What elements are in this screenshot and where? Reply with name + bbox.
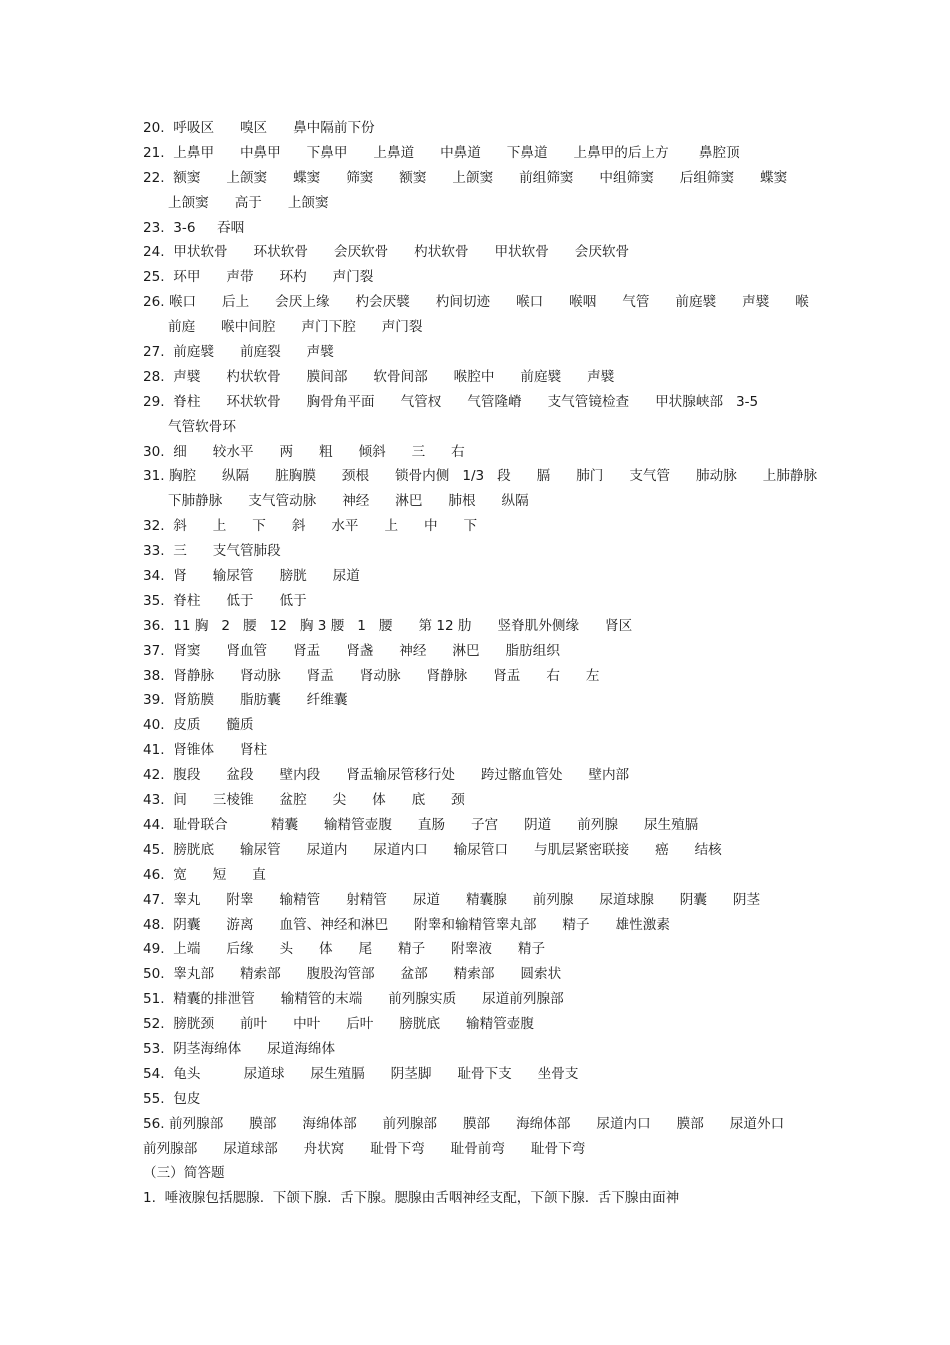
answer-text-body <box>143 116 823 1211</box>
text-line: 28. 声襞 杓状软骨 膜间部 软骨间部 喉腔中 前庭襞 声襞 <box>143 368 615 385</box>
text-line: 40. 皮质 髓质 <box>143 717 254 734</box>
text-line: 38. 肾静脉 肾动脉 肾盂 肾动脉 肾静脉 肾盂 右 左 <box>143 667 600 684</box>
text-line: 下肺静脉 支气管动脉 神经 淋巴 肺根 纵隔 <box>168 493 529 510</box>
text-line: 52. 膀胱颈 前叶 中叶 后叶 膀胱底 输精管壶腹 <box>143 1016 534 1033</box>
text-line: 前列腺部 尿道球部 舟状窝 耻骨下弯 耻骨前弯 耻骨下弯 <box>143 1140 586 1157</box>
text-line: 55. 包皮 <box>143 1090 201 1107</box>
text-line: 47. 睾丸 附睾 输精管 射精管 尿道 精囊腺 前列腺 尿道球腺 阴囊 阴茎 <box>143 891 761 908</box>
text-line: 39. 肾筋膜 脂肪囊 纤维囊 <box>143 692 348 709</box>
text-line: 35. 脊柱 低于 低于 <box>143 592 307 609</box>
text-line: 25. 环甲 声带 环杓 声门裂 <box>143 269 374 286</box>
text-line: 27. 前庭襞 前庭裂 声襞 <box>143 344 334 361</box>
text-line: 44. 耻骨联合 精囊 输精管壶腹 直肠 子宫 阴道 前列腺 尿生殖膈 <box>143 816 699 833</box>
text-line: 51. 精囊的排泄管 输精管的末端 前列腺实质 尿道前列腺部 <box>143 991 564 1008</box>
text-line: 45. 膀胱底 输尿管 尿道内 尿道内口 输尿管口 与肌层紧密联接 癌 结核 <box>143 841 722 858</box>
text-line: 前庭 喉中间腔 声门下腔 声门裂 <box>168 319 423 336</box>
text-line: 气管软骨环 <box>168 418 236 435</box>
text-line: 26. 喉口 后上 会厌上缘 杓会厌襞 杓间切迹 喉口 喉咽 气管 前庭襞 声襞 喉 <box>143 294 809 311</box>
text-line: 20. 呼吸区 嗅区 鼻中隔前下份 <box>143 120 375 136</box>
text-line: 50. 睾丸部 精索部 腹股沟管部 盆部 精索部 圆索状 <box>143 966 562 983</box>
text-line: 21. 上鼻甲 中鼻甲 下鼻甲 上鼻道 中鼻道 下鼻道 上鼻甲的后上方 鼻腔顶 <box>143 144 740 161</box>
text-line: 34. 肾 输尿管 膀胱 尿道 <box>143 568 360 585</box>
text-line: 37. 肾窦 肾血管 肾盂 肾盏 神经 淋巴 脂肪组织 <box>143 642 560 659</box>
text-line: 54. 龟头 尿道球 尿生殖膈 阴茎脚 耻骨下支 坐骨支 <box>143 1065 579 1082</box>
text-line: （三）简答题 <box>143 1165 225 1182</box>
text-line: 46. 宽 短 直 <box>143 866 266 883</box>
text-line: 33. 三 支气管肺段 <box>143 543 281 560</box>
text-line: 48. 阴囊 游离 血管、神经和淋巴 附睾和输精管睾丸部 精子 雄性激素 <box>143 916 670 933</box>
text-line: 29. 脊柱 环状软骨 胸骨角平面 气管杈 气管隆嵴 支气管镜检查 甲状腺峡部 3-5 <box>143 393 759 410</box>
text-line: 56. 前列腺部 膜部 海绵体部 前列腺部 膜部 海绵体部 尿道内口 膜部 尿道外口 <box>143 1115 785 1132</box>
text-line: 1. 唾液腺包括腮腺. 下颌下腺. 舌下腺。腮腺由舌咽神经支配，下颌下腺. 舌下腺由面神 <box>143 1190 680 1207</box>
text-line: 23. 3-6 吞咽 <box>143 219 245 236</box>
text-line: 22. 额窦 上颌窦 蝶窦 筛窦 额窦 上颌窦 前组筛窦 中组筛窦 后组筛窦 蝶窦 <box>143 169 788 186</box>
text-line: 30. 细 较水平 两 粗 倾斜 三 右 <box>143 443 465 460</box>
text-line: 36. 11 胸 2 腰 12 胸 3 腰 1 腰 第 12 肋 竖脊肌外侧缘 肾区 <box>143 617 633 634</box>
text-line: 32. 斜 上 下 斜 水平 上 中 下 <box>143 518 478 535</box>
text-line: 49. 上端 后缘 头 体 尾 精子 附睾液 精子 <box>143 941 546 958</box>
text-line: 53. 阴茎海绵体 尿道海绵体 <box>143 1040 336 1057</box>
text-line: 42. 腹段 盆段 壁内段 肾盂输尿管移行处 跨过髂血管处 壁内部 <box>143 767 630 784</box>
text-line: 31. 胸腔 纵隔 脏胸膜 颈根 锁骨内侧 1/3 段 膈 肺门 支气管 肺动脉 上肺静脉 <box>143 468 818 485</box>
text-line: 43. 间 三棱锥 盆腔 尖 体 底 颈 <box>143 792 465 809</box>
text-line: 上颌窦 高于 上颌窦 <box>168 194 329 211</box>
text-line: 24. 甲状软骨 环状软骨 会厌软骨 杓状软骨 甲状软骨 会厌软骨 <box>143 244 630 261</box>
text-line: 41. 肾锥体 肾柱 <box>143 742 268 759</box>
